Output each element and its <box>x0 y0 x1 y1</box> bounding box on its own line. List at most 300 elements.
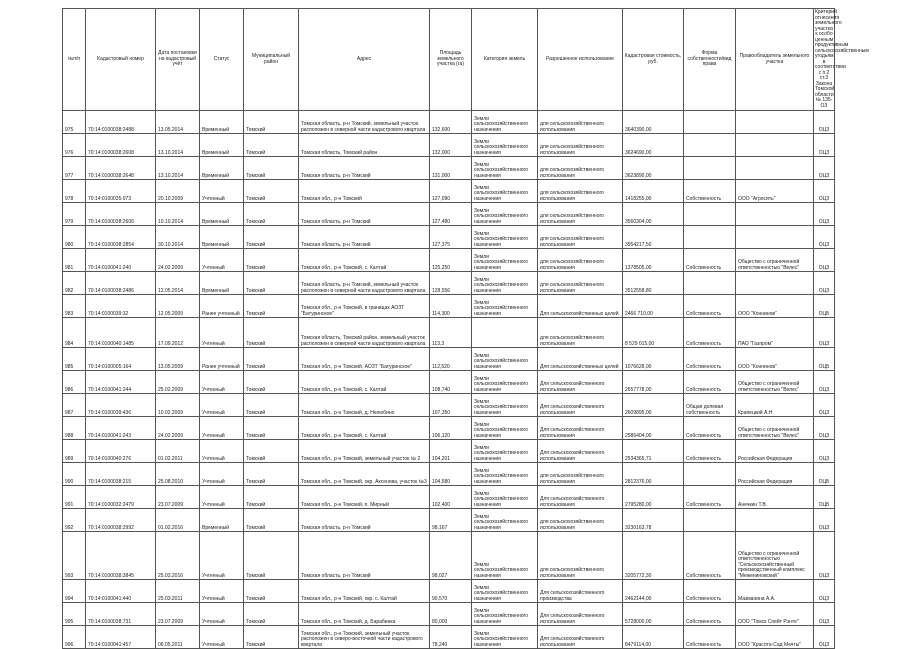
cell-criterion: ОЦЗ <box>814 417 835 440</box>
cell-registration-date: 30.10.2014 <box>156 226 200 249</box>
cell-district: Томский <box>244 295 299 318</box>
table-body <box>63 111 835 649</box>
cell-cadastral-value: 2586404,00 <box>623 417 684 440</box>
cell-area: 127,480 <box>430 203 472 226</box>
cell-cadastral-value: 3512558,80 <box>623 272 684 295</box>
cell-owner <box>736 157 814 180</box>
cell-area: 107,350 <box>430 394 472 417</box>
cell-area: 113,3 <box>430 318 472 348</box>
cell-district: Томский <box>244 440 299 463</box>
cell-permitted-use: Для сельскохозяйственных целей <box>538 295 623 318</box>
cell-status: Учтенный <box>200 626 244 649</box>
header-col-permitted-use: Разрешенное использование <box>538 9 623 111</box>
cell-status: Временный <box>200 203 244 226</box>
cell-owner <box>736 509 814 532</box>
cell-criterion: ОЦЗ <box>814 249 835 272</box>
cell-address: Томская область, Томский район, земельный участок расположен в северной части кадастрового квартала <box>299 318 430 348</box>
cell-ownership-form <box>684 226 736 249</box>
cell-address: Томская область, р-н Томский, земельный участок расположен в северной части кадастрового квартала <box>299 111 430 134</box>
cell-land-category: Земли сельскохозяйственного назначения <box>472 626 538 649</box>
cell-area: 131,000 <box>430 157 472 180</box>
cell-registration-date: 25.03.2011 <box>156 580 200 603</box>
table-row <box>63 603 835 626</box>
cell-status: Временный <box>200 134 244 157</box>
cell-cadastral-number: 70:14:0100005:164 <box>86 348 156 371</box>
cell-status: Учтенный <box>200 486 244 509</box>
cell-cadastral-value: 3623890,00 <box>623 157 684 180</box>
cell-address: Томская область, р-н Томский <box>299 226 430 249</box>
header-col-cadastral-value: Кадастровая стоимость, руб. <box>623 9 684 111</box>
cell-area: 128,556 <box>430 272 472 295</box>
cell-address: Томская область, р-н Томский <box>299 203 430 226</box>
cell-criterion: ОЦБ <box>814 295 835 318</box>
cell-land-category: Земли сельскохозяйственного назначения <box>472 272 538 295</box>
cell-registration-date: 25.02.2009 <box>156 371 200 394</box>
cell-status: Учтенный <box>200 371 244 394</box>
cell-cadastral-value: 1378505,00 <box>623 249 684 272</box>
cell-ownership-form <box>684 509 736 532</box>
cell-number: 995 <box>63 603 86 626</box>
cell-district: Томский <box>244 603 299 626</box>
cell-cadastral-value: 3640390,00 <box>623 111 684 134</box>
cell-status: Учтенный <box>200 417 244 440</box>
cell-permitted-use: для сельскохозяйственного использования <box>538 134 623 157</box>
cell-address: Томская обл., р-н Томский, окр. Аксенова, участок №3 <box>299 463 430 486</box>
cell-land-category: Земли сельскохозяйственного назначения <box>472 394 538 417</box>
cell-registration-date: 10.10.2014 <box>156 203 200 226</box>
cell-district: Томский <box>244 348 299 371</box>
cell-ownership-form: Собственность <box>684 486 736 509</box>
cell-area: 106,120 <box>430 417 472 440</box>
cell-land-category: Земли сельскохозяйственного назначения <box>472 295 538 318</box>
cell-land-category: Земли сельскохозяйственного назначения <box>472 249 538 272</box>
cell-cadastral-number: 70:14:0100038:2488 <box>86 111 156 134</box>
cell-number: 994 <box>63 580 86 603</box>
table-row <box>63 394 835 417</box>
cell-ownership-form: Собственность <box>684 318 736 348</box>
cell-owner: ООО "Коннинов" <box>736 348 814 371</box>
cell-cadastral-number: 70:14:0100038:2648 <box>86 157 156 180</box>
cell-address: Томская обл., р-н Томский, д. Нелюбино <box>299 394 430 417</box>
cell-land-category: Земли сельскохозяйственного назначения <box>472 603 538 626</box>
cell-number: 976 <box>63 134 86 157</box>
cell-area: 127,375 <box>430 226 472 249</box>
cell-number: 979 <box>63 203 86 226</box>
cell-area: 98,167 <box>430 509 472 532</box>
cell-cadastral-value: 2795280,00 <box>623 486 684 509</box>
cell-area: 132,000 <box>430 134 472 157</box>
cell-criterion: ОЦЗ <box>814 157 835 180</box>
cell-cadastral-number: 70:14:0100038:215 <box>86 463 156 486</box>
cell-area: 98,027 <box>430 532 472 580</box>
table-row <box>63 463 835 486</box>
cell-address: Томская обл., р-н Томский, п. Мирный <box>299 486 430 509</box>
cell-status: Учтенный <box>200 532 244 580</box>
cell-district: Томский <box>244 272 299 295</box>
header-col-number: №п/п <box>63 9 86 111</box>
cell-registration-date: 13.05.2014 <box>156 272 200 295</box>
header-col-address: Адрес <box>299 9 430 111</box>
cell-owner: ООО "Коннинов" <box>736 295 814 318</box>
cell-permitted-use: для сельскохозяйственного использования <box>538 111 623 134</box>
cell-number: 977 <box>63 157 86 180</box>
table-row <box>63 440 835 463</box>
cell-land-category: Земли сельскохозяйственного назначения <box>472 486 538 509</box>
cell-criterion: ОЦЗ <box>814 440 835 463</box>
cell-cadastral-value: 2609895,00 <box>623 394 684 417</box>
cell-status: Учтенный <box>200 180 244 203</box>
cell-address: Томская обл., р-н Томский, с. Калтай <box>299 417 430 440</box>
cell-district: Томский <box>244 509 299 532</box>
cell-cadastral-value: 2462144,00 <box>623 580 684 603</box>
cell-criterion: ОЦБ <box>814 348 835 371</box>
table-row <box>63 348 835 371</box>
table-row <box>63 318 835 348</box>
cell-number: 992 <box>63 509 86 532</box>
table-row <box>63 203 835 226</box>
cell-number: 987 <box>63 394 86 417</box>
cell-number: 989 <box>63 440 86 463</box>
table-row <box>63 157 835 180</box>
cell-ownership-form: Собственность <box>684 580 736 603</box>
cell-criterion: ОЦЗ <box>814 532 835 580</box>
cell-criterion: ОЦБ <box>814 486 835 509</box>
table-row <box>63 111 835 134</box>
cell-cadastral-value: 2534365,71 <box>623 440 684 463</box>
cell-district: Томский <box>244 626 299 649</box>
cell-ownership-form: Собственность <box>684 249 736 272</box>
cell-registration-date: 23.07.2009 <box>156 486 200 509</box>
cell-registration-date: 24.02.2009 <box>156 417 200 440</box>
cell-registration-date: 12.05.2009 <box>156 295 200 318</box>
header-col-land-category: Категория земель <box>472 9 538 111</box>
cell-status: Ранее учтенный <box>200 295 244 318</box>
cell-registration-date: 20.10.2009 <box>156 180 200 203</box>
cell-status: Временный <box>200 509 244 532</box>
cell-permitted-use: для сельскохозяйственного использования <box>538 203 623 226</box>
cell-address: Томская область, р-н Томский <box>299 532 430 580</box>
cell-ownership-form: Собственность <box>684 295 736 318</box>
cell-permitted-use: для сельскохозяйственного использования <box>538 509 623 532</box>
cell-number: 984 <box>63 318 86 348</box>
cell-cadastral-value: 5728000,00 <box>623 603 684 626</box>
cell-number: 975 <box>63 111 86 134</box>
cell-permitted-use: для сельскохозяйственного использования <box>538 226 623 249</box>
cell-criterion: ОЦЗ <box>814 272 835 295</box>
cell-address: Томская область, Томский район <box>299 134 430 157</box>
cell-address: Томская обл., р-н Томский, земельный участок № 2 <box>299 440 430 463</box>
cell-registration-date: 17.09.2012 <box>156 318 200 348</box>
cell-owner <box>736 203 814 226</box>
cell-address: Томская область, р-н Томский <box>299 509 430 532</box>
table-row <box>63 249 835 272</box>
cell-status: Учтенный <box>200 440 244 463</box>
cell-cadastral-value: 1076628,00 <box>623 348 684 371</box>
cell-criterion: ОЦЗ <box>814 394 835 417</box>
cell-cadastral-value: 3230163,78 <box>623 509 684 532</box>
cell-cadastral-value: 3205772,30 <box>623 532 684 580</box>
cell-district: Томский <box>244 463 299 486</box>
cell-ownership-form <box>684 203 736 226</box>
cell-district: Томский <box>244 318 299 348</box>
cell-cadastral-number: 70:14:0100040:276 <box>86 440 156 463</box>
cell-number: 982 <box>63 272 86 295</box>
cell-cadastral-number: 70:14:0100040:1485 <box>86 318 156 348</box>
cell-owner <box>736 272 814 295</box>
cell-ownership-form: Собственность <box>684 440 736 463</box>
table-row <box>63 295 835 318</box>
cell-permitted-use: Для сельскохозяйственного использования <box>538 371 623 394</box>
cell-address: Томская обл., р-н Томский, в границах АОЗТ "Батуринское" <box>299 295 430 318</box>
cell-registration-date: 01.02.2011 <box>156 440 200 463</box>
cell-criterion: ОЦЗ <box>814 226 835 249</box>
cell-permitted-use: Для сельскохозяйственных целей <box>538 348 623 371</box>
cell-number: 985 <box>63 348 86 371</box>
cell-address: Томская обл., р-н Томский, окр. с. Калтай <box>299 580 430 603</box>
table-row <box>63 134 835 157</box>
cell-cadastral-value: 3560304,00 <box>623 203 684 226</box>
cell-number: 986 <box>63 371 86 394</box>
header-col-cadastral-number: Кадастровый номер <box>86 9 156 111</box>
cell-land-category: Земли сельскохозяйственного назначения <box>472 157 538 180</box>
cell-land-category: Земли сельскохозяйственного назначения <box>472 371 538 394</box>
cell-number: 993 <box>63 532 86 580</box>
cell-ownership-form: Общая долевая собственность <box>684 394 736 417</box>
cell-cadastral-number: 70:14:0100038:731 <box>86 603 156 626</box>
cell-area: 127,090 <box>430 180 472 203</box>
cell-registration-date: 13.05.2009 <box>156 348 200 371</box>
cell-area: 114,300 <box>430 295 472 318</box>
cell-criterion: ОЦЗ <box>814 180 835 203</box>
cell-district: Томский <box>244 580 299 603</box>
table-row <box>63 180 835 203</box>
cell-land-category: Земли сельскохозяйственного назначения <box>472 580 538 603</box>
cell-area: 102,400 <box>430 486 472 509</box>
cell-cadastral-value: 2466 710,00 <box>623 295 684 318</box>
cell-status: Временный <box>200 157 244 180</box>
cell-owner: Общество с ограниченной ответственностью "Велес" <box>736 371 814 394</box>
table-row <box>63 626 835 649</box>
cell-permitted-use: Для сельскохозяйственного использования <box>538 626 623 649</box>
cell-area: 104,201 <box>430 440 472 463</box>
cell-criterion: ОЦЗ <box>814 111 835 134</box>
cell-permitted-use: Для сельскохозяйственного производства <box>538 580 623 603</box>
cell-number: 981 <box>63 249 86 272</box>
cell-registration-date: 13.05.2014 <box>156 111 200 134</box>
cell-ownership-form: Собственность <box>684 603 736 626</box>
cell-address: Томская обл., р-н Томский, АОЗТ "Батуринское" <box>299 348 430 371</box>
cell-owner: ООО "Томск Спейт Рэнте" <box>736 603 814 626</box>
cell-cadastral-number: 70:14:0100041:244 <box>86 371 156 394</box>
cell-land-category <box>472 318 538 348</box>
cell-address: Томская обл., р-н Томский, д. Барабинка <box>299 603 430 626</box>
cell-ownership-form <box>684 463 736 486</box>
cell-registration-date: 23.07.2009 <box>156 603 200 626</box>
cell-status: Учтенный <box>200 463 244 486</box>
cell-permitted-use: для сельскохозяйственного использования <box>538 272 623 295</box>
cell-district: Томский <box>244 532 299 580</box>
table-row <box>63 532 835 580</box>
cell-registration-date: 13.10.2014 <box>156 134 200 157</box>
cell-ownership-form: Собственность <box>684 180 736 203</box>
cell-criterion: ОЦЗ <box>814 509 835 532</box>
cell-criterion: ОЦЗ <box>814 318 835 348</box>
cell-district: Томский <box>244 417 299 440</box>
cell-registration-date: 24.02.2009 <box>156 249 200 272</box>
cell-district: Томский <box>244 203 299 226</box>
cell-ownership-form <box>684 157 736 180</box>
cell-registration-date: 13.10.2014 <box>156 157 200 180</box>
cell-registration-date: 01.02.2016 <box>156 509 200 532</box>
cell-address: Томская обл., р-н Томский, земельный участок расположен в северо-восточной части кадастрового квартала <box>299 626 430 649</box>
cell-cadastral-number: 70:14:0100038:2992 <box>86 509 156 532</box>
cell-cadastral-number: 70:14:0100038:2606 <box>86 203 156 226</box>
table-row <box>63 486 835 509</box>
cell-status: Учтенный <box>200 318 244 348</box>
cell-status: Временный <box>200 111 244 134</box>
cell-registration-date: 25.03.2016 <box>156 532 200 580</box>
cell-land-category: Земли сельскохозяйственного назначения <box>472 348 538 371</box>
cell-registration-date: 25.08.2010 <box>156 463 200 486</box>
cell-permitted-use: для сельскохозяйственного использования <box>538 157 623 180</box>
cell-owner: ПАО "Газпром" <box>736 318 814 348</box>
cell-criterion: ОЦЗ <box>814 134 835 157</box>
cell-permitted-use: Для сельскохозяйственного использования <box>538 486 623 509</box>
cell-area: 90,570 <box>430 580 472 603</box>
cell-permitted-use: Для сельскохозяйственного использования <box>538 440 623 463</box>
table-row <box>63 580 835 603</box>
header-col-area: Площадь земельного участка (га) <box>430 9 472 111</box>
cell-land-category: Земли сельскохозяйственного назначения <box>472 509 538 532</box>
cell-area: 104,580 <box>430 463 472 486</box>
cell-district: Томский <box>244 157 299 180</box>
cell-cadastral-number: 70:14:0100039:436 <box>86 394 156 417</box>
cell-ownership-form: Собственность <box>684 348 736 371</box>
cell-number: 991 <box>63 486 86 509</box>
cell-cadastral-number: 70:14:0100041:440 <box>86 580 156 603</box>
cell-district: Томский <box>244 394 299 417</box>
cell-cadastral-value: 1418255,00 <box>623 180 684 203</box>
cell-cadastral-number: 70:14:0100041:457 <box>86 626 156 649</box>
cell-permitted-use: для сельскохозяйственного использования <box>538 249 623 272</box>
cell-status: Учтенный <box>200 603 244 626</box>
cell-cadastral-number: 70:14:0100041:243 <box>86 417 156 440</box>
cell-district: Томский <box>244 249 299 272</box>
cell-owner: ООО "Красота-Сад Мечты" <box>736 626 814 649</box>
cell-owner: Российская Федерация <box>736 440 814 463</box>
cell-owner: Общество с ограниченной ответственностью "Сельскохозяйственный производственный комплекс "Межениновский" <box>736 532 814 580</box>
cell-number: 983 <box>63 295 86 318</box>
cell-area: 78,240 <box>430 626 472 649</box>
cell-owner <box>736 111 814 134</box>
table-row <box>63 272 835 295</box>
cell-cadastral-number: 70:14:0100038:2608 <box>86 134 156 157</box>
cell-ownership-form <box>684 111 736 134</box>
cell-permitted-use: для сельскохозяйственного использования <box>538 318 623 348</box>
cell-number: 990 <box>63 463 86 486</box>
header-row <box>63 9 835 111</box>
cell-ownership-form <box>684 272 736 295</box>
cell-address: Томская обл., р-н Томский, с. Калтай <box>299 249 430 272</box>
header-col-registration-date: Дата постановки на кадастровый учёт <box>156 9 200 111</box>
cell-criterion: ОЦЗ <box>814 203 835 226</box>
cell-permitted-use: Для сельскохозяйственного использования <box>538 603 623 626</box>
cell-number: 980 <box>63 226 86 249</box>
cell-cadastral-value: 8479114,00 <box>623 626 684 649</box>
cell-land-category: Земли сельскохозяйственного назначения <box>472 440 538 463</box>
cell-land-category: Земли сельскохозяйственного назначения <box>472 134 538 157</box>
cell-owner: Анечкин Т.В. <box>736 486 814 509</box>
cell-criterion: ОЦЗ <box>814 580 835 603</box>
cell-owner: ООО "Агросить" <box>736 180 814 203</box>
cell-address: Томская обл., р-н Томский <box>299 180 430 203</box>
table-row <box>63 509 835 532</box>
cell-cadastral-number: 70:14:0100038:2486 <box>86 272 156 295</box>
cell-ownership-form: Собственность <box>684 417 736 440</box>
cell-cadastral-value: 8 529 015,00 <box>623 318 684 348</box>
cell-permitted-use: для сельскохозяйственного использования <box>538 532 623 580</box>
cell-cadastral-number: 70:14:0100039:32 <box>86 295 156 318</box>
cell-permitted-use: Для сельскохозяйственного использования <box>538 417 623 440</box>
cell-area: 108,740 <box>430 371 472 394</box>
cell-address: Томская область, р-н Томский, земельный участок расположен в северной части кадастрового квартала <box>299 272 430 295</box>
cell-district: Томский <box>244 486 299 509</box>
cell-land-category: Земли сельскохозяйственного назначения <box>472 180 538 203</box>
cell-status: Учтенный <box>200 580 244 603</box>
cell-registration-date: 10.02.2009 <box>156 394 200 417</box>
cell-land-category: Земли сельскохозяйственного назначения <box>472 111 538 134</box>
cell-cadastral-number: 70:14:0100032:2479 <box>86 486 156 509</box>
cell-owner: Мазманина А.А. <box>736 580 814 603</box>
cell-permitted-use: для сельскохозяйственного использования <box>538 180 623 203</box>
cell-cadastral-number: 70:14:0100038:3845 <box>86 532 156 580</box>
header-col-status: Статус <box>200 9 244 111</box>
cell-cadastral-number: 70:14:0100041:240 <box>86 249 156 272</box>
cell-area: 132,600 <box>430 111 472 134</box>
cell-area: 112,520 <box>430 348 472 371</box>
cell-criterion: ОЦЗ <box>814 371 835 394</box>
cell-cadastral-value: 3554217,50 <box>623 226 684 249</box>
cell-number: 996 <box>63 626 86 649</box>
cell-status: Временный <box>200 226 244 249</box>
cell-area: 80,000 <box>430 603 472 626</box>
table-row <box>63 417 835 440</box>
cell-cadastral-value: 2657778,00 <box>623 371 684 394</box>
cell-cadastral-number: 70:14:0100038:2854 <box>86 226 156 249</box>
cell-cadastral-value: 3624690,00 <box>623 134 684 157</box>
cell-owner: Российская Федерация <box>736 463 814 486</box>
cell-address: Томская область, р-н Томский <box>299 157 430 180</box>
cell-registration-date: 06.05.2011 <box>156 626 200 649</box>
cell-permitted-use: Для сельскохозяйственного использования <box>538 394 623 417</box>
table-row <box>63 226 835 249</box>
cell-cadastral-number: 70:14:0100035:973 <box>86 180 156 203</box>
cell-ownership-form <box>684 134 736 157</box>
cell-ownership-form: Собственность <box>684 626 736 649</box>
cell-status: Учтенный <box>200 394 244 417</box>
table-header <box>63 9 869 111</box>
cell-owner: Общество с ограниченной ответственностью "Велес" <box>736 417 814 440</box>
header-col-owner: Правообладатель земельного участка <box>736 9 814 111</box>
cell-ownership-form: Собственность <box>684 532 736 580</box>
table-row <box>63 371 835 394</box>
cell-owner: Общество с ограниченной ответственностью "Велес" <box>736 249 814 272</box>
header-col-criterion: Критерий отнесения земельного участка к особо ценным продуктивным сельскохозяйственным угодьям, в соответствии с п.2 ст.3 Закона Томской области № 135-ОЗ <box>815 9 869 109</box>
header-col-ownership-form: Форма собственности/вид права <box>684 9 736 111</box>
cell-status: Временный <box>200 272 244 295</box>
cell-district: Томский <box>244 134 299 157</box>
cell-land-category: Земли сельскохозяйственного назначения <box>472 417 538 440</box>
